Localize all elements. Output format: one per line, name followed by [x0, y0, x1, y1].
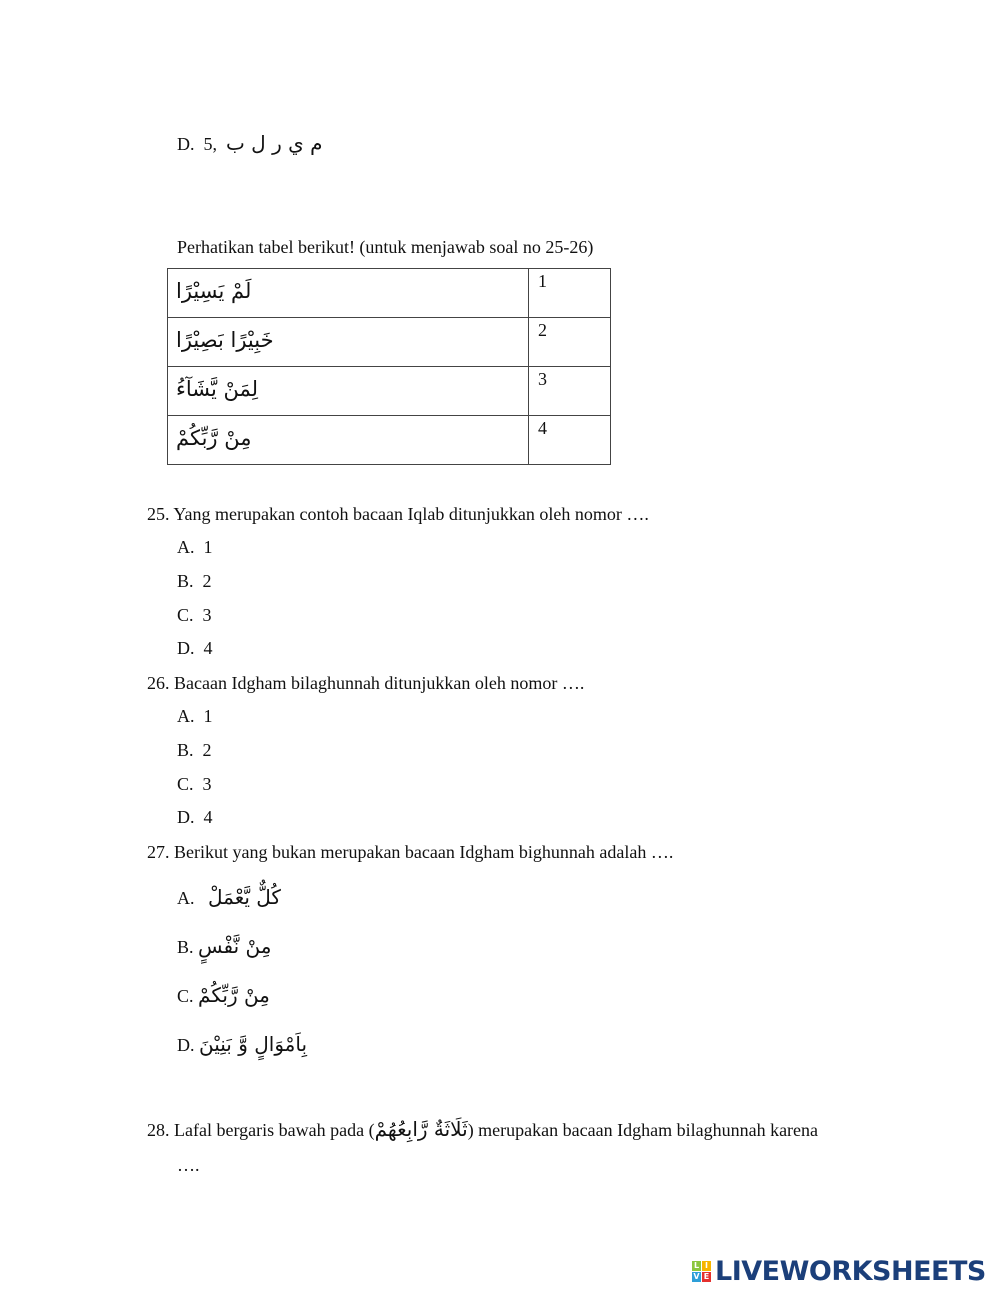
- number-cell: 4: [529, 416, 611, 465]
- question-number: 27.: [147, 842, 170, 862]
- option-value: 3: [202, 605, 212, 625]
- option-b[interactable]: [177, 739, 212, 761]
- option-b[interactable]: [177, 570, 212, 592]
- option-a[interactable]: [177, 705, 213, 727]
- option-label: A.: [177, 888, 195, 908]
- logo-block: E: [703, 1272, 710, 1281]
- option-value: 4: [203, 638, 213, 658]
- option-value: كُلٌّ يَّعْمَلْ: [208, 885, 281, 909]
- question-text: Bacaan Idgham bilaghunnah ditunjukkan oleh nomor ….: [174, 673, 585, 693]
- logo-block: V: [693, 1272, 700, 1281]
- previous-option-d: [177, 132, 322, 155]
- table-row: [168, 318, 611, 367]
- table-row: [168, 367, 611, 416]
- option-label: D.: [177, 807, 195, 827]
- question-25: [147, 503, 649, 525]
- option-label: A.: [177, 706, 195, 726]
- logo-block: L: [693, 1261, 700, 1270]
- option-text: 5,: [203, 134, 217, 154]
- table-row: [168, 269, 611, 318]
- option-label: D.: [177, 1035, 195, 1055]
- option-value: 4: [203, 807, 213, 827]
- option-label: C.: [177, 774, 194, 794]
- option-value: مِنْ نَّفْسٍ: [198, 934, 272, 958]
- number-cell: 2: [529, 318, 611, 367]
- option-value: 2: [202, 571, 212, 591]
- option-label: D.: [177, 638, 195, 658]
- question-number: 25.: [147, 504, 170, 524]
- option-value: بِاَمْوَالٍ وَّ بَنِيْنَ: [199, 1032, 308, 1056]
- option-d[interactable]: [177, 637, 213, 659]
- reference-table: [167, 268, 611, 465]
- question-26: [147, 672, 584, 694]
- option-c[interactable]: [177, 604, 212, 626]
- arabic-cell: خَبِيْرًا بَصِيْرًا: [176, 328, 274, 352]
- logo-block: I: [702, 1261, 711, 1271]
- option-value: مِنْ رَّبِّكُمْ: [198, 983, 270, 1007]
- option-a[interactable]: [177, 536, 213, 558]
- number-cell: 1: [529, 269, 611, 318]
- question-27: [147, 841, 673, 863]
- option-label: C.: [177, 605, 194, 625]
- option-label: B.: [177, 571, 194, 591]
- option-value: 1: [203, 706, 213, 726]
- option-value: 1: [203, 537, 213, 557]
- question-number: 26.: [147, 673, 170, 693]
- question-text: Lafal bergaris bawah pada (: [174, 1120, 375, 1140]
- option-c[interactable]: [177, 773, 212, 795]
- table-intro: Perhatikan tabel berikut! (untuk menjawab soal no 25-26): [177, 237, 594, 257]
- option-d[interactable]: [177, 1033, 307, 1056]
- question-continuation: ….: [177, 1155, 200, 1175]
- question-text: Berikut yang bukan merupakan bacaan Idgham bighunnah adalah ….: [174, 842, 674, 862]
- option-value: 3: [202, 774, 212, 794]
- option-label: B.: [177, 937, 194, 957]
- liveworksheets-logo: [692, 1256, 986, 1287]
- underlined-arabic: ثَلَاثَةٌ رَّابِعُهُمْ: [374, 1117, 468, 1141]
- logo-text: LIVEWORKSHEETS: [715, 1256, 986, 1287]
- arabic-cell: مِنْ رَّبِّكُمْ: [176, 426, 252, 450]
- option-a[interactable]: [177, 886, 281, 909]
- option-b[interactable]: [177, 935, 272, 958]
- number-cell: 3: [529, 367, 611, 416]
- question-28: [147, 1118, 818, 1141]
- option-label: B.: [177, 740, 194, 760]
- option-c[interactable]: [177, 984, 270, 1007]
- question-text: ) merupakan bacaan Idgham bilaghunnah karena: [467, 1120, 819, 1140]
- question-text: Yang merupakan contoh bacaan Iqlab ditunjukkan oleh nomor ….: [173, 504, 649, 524]
- option-label: C.: [177, 986, 194, 1006]
- option-label: A.: [177, 537, 195, 557]
- option-label: D.: [177, 134, 195, 154]
- option-arabic: م ي ر ل ب: [226, 131, 323, 155]
- logo-blocks-icon: [692, 1261, 711, 1282]
- arabic-cell: لِمَنْ يَّشَآءُ: [176, 377, 259, 401]
- arabic-cell: لَمْ يَسِيْرًا: [176, 279, 252, 303]
- option-d[interactable]: [177, 806, 213, 828]
- table-row: [168, 416, 611, 465]
- question-number: 28.: [147, 1120, 170, 1140]
- option-value: 2: [202, 740, 212, 760]
